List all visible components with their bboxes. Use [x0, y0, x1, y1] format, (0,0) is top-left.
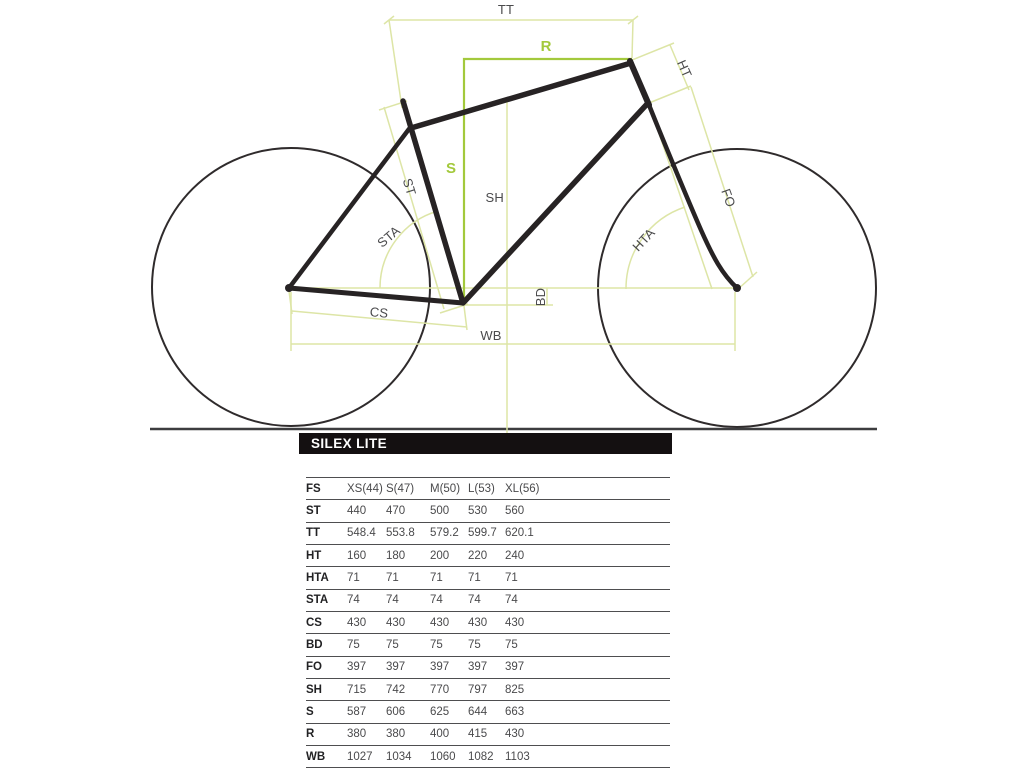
cell-value: 825: [505, 678, 670, 700]
label-st: ST: [399, 176, 420, 198]
cell-value: 560: [505, 500, 670, 522]
cell-value: 74: [386, 589, 430, 611]
table-row: [306, 634, 670, 656]
table-row: [306, 478, 670, 500]
cell-value: 715: [347, 678, 386, 700]
label-tt: TT: [497, 2, 515, 17]
row-label: S: [306, 701, 347, 723]
cell-value: 644: [468, 701, 505, 723]
row-label: HTA: [306, 567, 347, 589]
cell-value: 75: [430, 634, 468, 656]
cell-value: 180: [386, 544, 430, 566]
cell-value: 1103: [505, 745, 670, 767]
frame-chainstay: [289, 288, 463, 303]
cell-value: 380: [386, 723, 430, 745]
rear-axle-dot: [285, 284, 293, 292]
cell-value: 74: [347, 589, 386, 611]
cell-value: 770: [430, 678, 468, 700]
cell-value: 200: [430, 544, 468, 566]
cell-value: 553.8: [386, 522, 430, 544]
row-label: STA: [306, 589, 347, 611]
row-label: WB: [306, 745, 347, 767]
cell-value: S(47): [386, 478, 430, 500]
frame-top-tube: [411, 63, 631, 128]
dimension-lines: [289, 16, 757, 433]
cell-value: 397: [430, 656, 468, 678]
cell-value: 470: [386, 500, 430, 522]
cell-value: 587: [347, 701, 386, 723]
row-label: CS: [306, 611, 347, 633]
cell-value: 75: [505, 634, 670, 656]
bike-frame: [285, 61, 741, 303]
cell-value: 430: [386, 611, 430, 633]
cell-value: 1082: [468, 745, 505, 767]
cell-value: 240: [505, 544, 670, 566]
frame-head-tube: [630, 61, 649, 105]
label-sh: SH: [485, 190, 504, 205]
cell-value: 74: [505, 589, 670, 611]
cell-value: XL(56): [505, 478, 670, 500]
cell-value: 74: [468, 589, 505, 611]
cell-value: 415: [468, 723, 505, 745]
model-title: SILEX LITE: [311, 436, 388, 451]
cell-value: 397: [468, 656, 505, 678]
cell-value: 500: [430, 500, 468, 522]
cell-value: 71: [505, 567, 670, 589]
dim-reach-stack-line: [464, 59, 632, 302]
row-label: FS: [306, 478, 347, 500]
dim-tt-ext-left: [389, 20, 402, 108]
cell-value: 397: [386, 656, 430, 678]
table-row: [306, 701, 670, 723]
table-row: [306, 589, 670, 611]
cell-value: 71: [347, 567, 386, 589]
cell-value: 400: [430, 723, 468, 745]
dim-wb-ext: [291, 292, 735, 351]
row-label: HT: [306, 544, 347, 566]
front-axle-dot: [733, 284, 741, 292]
spec-table-body: [306, 478, 670, 768]
cell-value: 606: [386, 701, 430, 723]
cell-value: 430: [430, 611, 468, 633]
cell-value: 1034: [386, 745, 430, 767]
cell-value: 71: [386, 567, 430, 589]
cell-value: 397: [347, 656, 386, 678]
dim-tt-ext-right: [632, 20, 633, 58]
cell-value: 440: [347, 500, 386, 522]
cell-value: M(50): [430, 478, 468, 500]
label-sta: STA: [374, 222, 404, 251]
table-row: [306, 500, 670, 522]
cell-value: 75: [347, 634, 386, 656]
table-row: [306, 522, 670, 544]
row-label: BD: [306, 634, 347, 656]
label-ht: HT: [673, 57, 695, 80]
row-label: FO: [306, 656, 347, 678]
label-fo: FO: [718, 186, 739, 210]
cell-value: 430: [505, 611, 670, 633]
label-bd: BD: [533, 287, 548, 307]
cell-value: 797: [468, 678, 505, 700]
table-row: [306, 678, 670, 700]
cell-value: 75: [386, 634, 430, 656]
cell-value: 599.7: [468, 522, 505, 544]
table-row: [306, 745, 670, 767]
row-label: R: [306, 723, 347, 745]
cell-value: 579.2: [430, 522, 468, 544]
label-reach: R: [540, 38, 552, 55]
cell-value: 1060: [430, 745, 468, 767]
cell-value: 160: [347, 544, 386, 566]
cell-value: L(53): [468, 478, 505, 500]
cell-value: 530: [468, 500, 505, 522]
geometry-spec-table: [306, 477, 670, 768]
label-stack: S: [445, 160, 456, 177]
table-row: [306, 544, 670, 566]
dim-fo-line: [691, 87, 753, 277]
cell-value: 548.4: [347, 522, 386, 544]
row-label: SH: [306, 678, 347, 700]
table-row: [306, 656, 670, 678]
cell-value: 1027: [347, 745, 386, 767]
label-hta: HTA: [629, 225, 658, 255]
cell-value: 71: [430, 567, 468, 589]
cell-value: 380: [347, 723, 386, 745]
label-wb: WB: [480, 328, 502, 343]
cell-value: 625: [430, 701, 468, 723]
cell-value: 430: [347, 611, 386, 633]
cell-value: 220: [468, 544, 505, 566]
table-row: [306, 611, 670, 633]
cell-value: XS(44): [347, 478, 386, 500]
model-title-bar: [299, 433, 672, 454]
table-row: [306, 567, 670, 589]
cell-value: 620.1: [505, 522, 670, 544]
frame-seatstay: [289, 129, 409, 288]
row-label: ST: [306, 500, 347, 522]
label-cs: CS: [369, 304, 389, 321]
cell-value: 75: [468, 634, 505, 656]
cell-value: 74: [430, 589, 468, 611]
cell-value: 742: [386, 678, 430, 700]
cell-value: 430: [505, 723, 670, 745]
cell-value: 71: [468, 567, 505, 589]
cell-value: 430: [468, 611, 505, 633]
row-label: TT: [306, 522, 347, 544]
cell-value: 397: [505, 656, 670, 678]
table-row: [306, 723, 670, 745]
cell-value: 663: [505, 701, 670, 723]
